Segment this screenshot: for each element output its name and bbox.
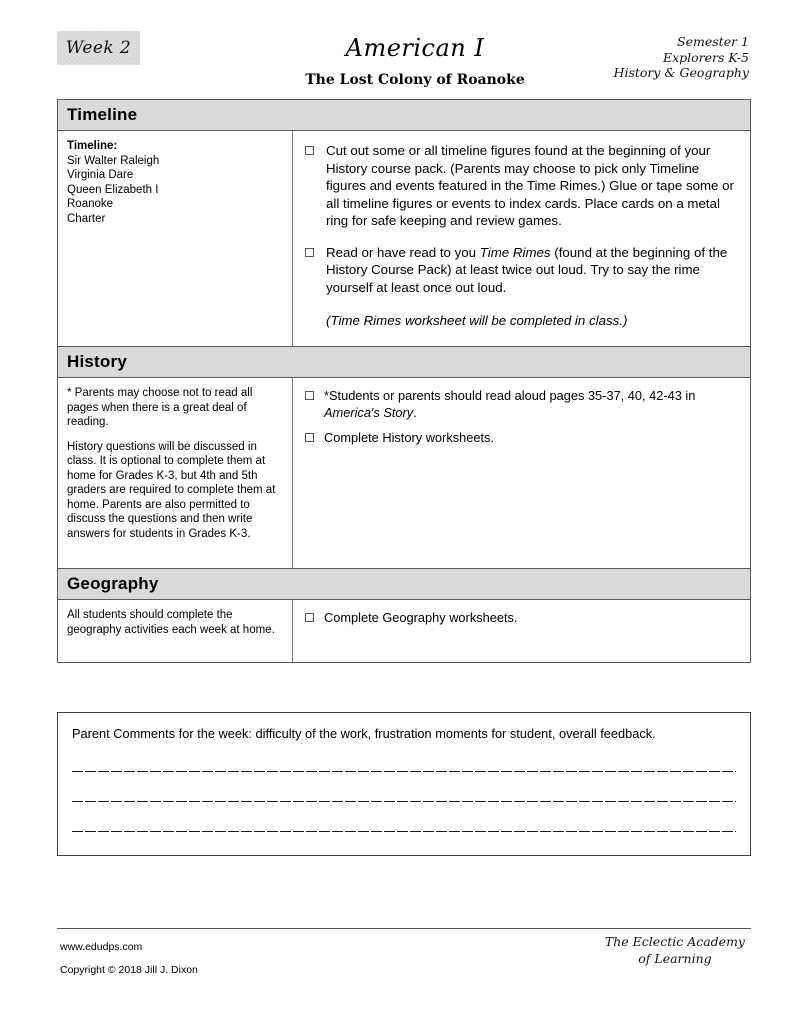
section-header-history: History bbox=[58, 347, 750, 378]
footer-brand bbox=[605, 933, 745, 967]
note-pre: ( bbox=[326, 313, 331, 328]
geography-notes-cell bbox=[58, 600, 293, 662]
task-text: Cut out some or all timeline figures found at the beginning of your History course pack. (Parents may choose to pick only Timeline figures and events featured in the Time Rimes.) Glue or tape some or all timeline figures or events to index cards. Place cards on a metal ring for safe keeping and review games. bbox=[326, 143, 734, 228]
week-badge: Week 2 bbox=[57, 31, 140, 65]
task-text-title: Time Rimes bbox=[479, 244, 551, 260]
timeline-term: Roanoke bbox=[67, 198, 114, 210]
timeline-note bbox=[326, 312, 738, 330]
page-subtitle: The Lost Colony of Roanoke bbox=[305, 72, 525, 88]
timeline-term: Charter bbox=[67, 212, 106, 225]
task-text-title: America's Story bbox=[324, 404, 414, 420]
checkbox-icon[interactable] bbox=[305, 391, 314, 400]
meta-subject: History & Geography bbox=[613, 65, 749, 80]
footer-brand-line2: of Learning bbox=[638, 951, 712, 966]
section-body-timeline bbox=[58, 131, 750, 347]
task-text bbox=[326, 244, 738, 297]
meta-semester: Semester 1 bbox=[677, 34, 749, 49]
task-text-post: (found at the beginning of the History Course Pack) at least twice out loud. Try to say the rime yourself at least once out loud. bbox=[326, 244, 728, 295]
checkbox-icon[interactable] bbox=[305, 146, 314, 155]
timeline-term: Queen Elizabeth I bbox=[67, 183, 159, 196]
section-body-geography bbox=[58, 600, 750, 662]
comment-write-line[interactable] bbox=[72, 771, 736, 772]
parent-comments-label: Parent Comments for the week: difficulty of the work, frustration moments for student, overall feedback. bbox=[72, 726, 656, 741]
header-meta bbox=[614, 34, 749, 81]
task-text bbox=[324, 388, 738, 421]
geography-note-paragraph: All students should complete the geography activities each week at home. bbox=[67, 609, 275, 636]
timeline-terms-label: Timeline: bbox=[67, 140, 118, 152]
task-row[interactable] bbox=[305, 610, 738, 627]
checkbox-icon[interactable] bbox=[305, 248, 314, 257]
note-post: worksheet will be completed in class.) bbox=[401, 313, 628, 328]
task-text-pre: Read or have read to you bbox=[326, 244, 480, 260]
checkbox-icon[interactable] bbox=[305, 433, 314, 442]
geography-tasks-cell bbox=[293, 600, 750, 662]
footer-website[interactable]: www.edudps.com bbox=[60, 941, 143, 953]
task-text-pre: *Students or parents should read aloud pages 35-37, 40, 42-43 in bbox=[324, 388, 696, 403]
section-header-geography: Geography bbox=[58, 569, 750, 600]
history-note-paragraph: History questions will be discussed in class. It is optional to complete them at home for Grades K-3, but 4th and 5th graders are required to complete them at home. Parents are also permitted to discuss the questions and then write answers for students in Grades K-3. bbox=[67, 440, 276, 540]
title-block bbox=[240, 34, 590, 89]
task-text: Complete History worksheets. bbox=[324, 430, 494, 445]
checkbox-icon[interactable] bbox=[305, 613, 314, 622]
task-row[interactable] bbox=[305, 388, 738, 421]
page-title: American I bbox=[345, 34, 485, 62]
history-tasks-cell bbox=[293, 378, 750, 568]
timeline-terms-cell bbox=[58, 131, 293, 346]
meta-grade-band: Explorers K-5 bbox=[662, 49, 749, 65]
page-header bbox=[0, 0, 791, 96]
timeline-term: Virginia Dare bbox=[67, 169, 134, 181]
timeline-tasks-cell bbox=[293, 131, 750, 346]
task-row[interactable] bbox=[305, 244, 738, 297]
task-row[interactable] bbox=[305, 142, 738, 230]
history-note-paragraph: * Parents may choose not to read all pages when there is a great deal of reading. bbox=[67, 387, 253, 428]
task-text-post: . bbox=[413, 404, 417, 420]
section-header-timeline: Timeline bbox=[58, 100, 750, 131]
section-body-history bbox=[58, 378, 750, 569]
parent-comments-box[interactable] bbox=[57, 712, 751, 856]
history-notes-cell bbox=[58, 378, 293, 568]
task-row[interactable] bbox=[305, 430, 738, 447]
task-text: Complete Geography worksheets. bbox=[324, 610, 518, 625]
timeline-term: Sir Walter Raleigh bbox=[67, 154, 160, 167]
comment-write-line[interactable] bbox=[72, 831, 736, 832]
footer-copyright: Copyright © 2018 Jill J. Dixon bbox=[60, 964, 198, 976]
footer-brand-line1: The Eclectic Academy bbox=[604, 934, 745, 949]
footer-left bbox=[60, 936, 198, 982]
note-title: Time Rimes bbox=[330, 313, 402, 328]
comment-write-line[interactable] bbox=[72, 801, 736, 802]
assignments-table bbox=[57, 99, 751, 663]
footer-divider bbox=[57, 928, 751, 929]
